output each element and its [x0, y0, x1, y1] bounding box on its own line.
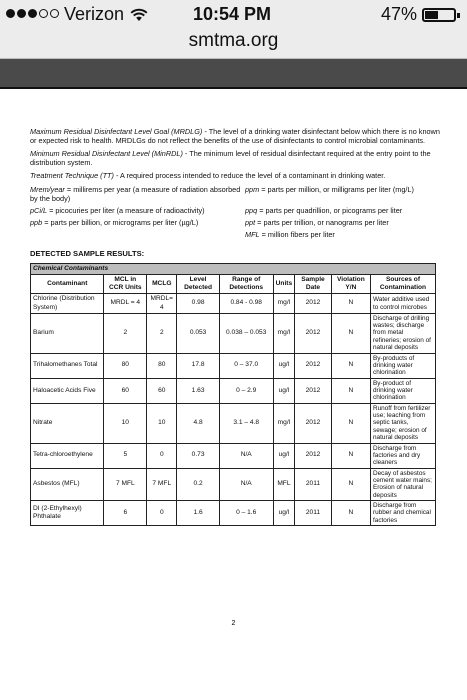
table-cell: 0.038 – 0.053	[219, 313, 273, 353]
table-row	[31, 403, 436, 443]
table-cell: 10	[104, 403, 147, 443]
table-cell: N	[331, 468, 370, 500]
unit-definition: ppt = parts per trillion, or nanograms per liter	[245, 217, 389, 227]
table-cell: 2011	[295, 468, 332, 500]
table-cell: 0.2	[177, 468, 219, 500]
table-cell: N/A	[219, 468, 273, 500]
signal-strength-icon	[6, 9, 61, 18]
table-cell: Chlorine (Distribution System)	[31, 294, 104, 313]
table-cell: 2012	[295, 378, 332, 403]
table-cell: ug/l	[273, 443, 294, 468]
table-cell: 0.73	[177, 443, 219, 468]
column-header: Range of Detections	[219, 274, 273, 293]
definition-tt: Treatment Technique (TT) - A required process intended to reduce the level of a contaminant in drinking water.	[30, 171, 386, 181]
table-cell: 5	[104, 443, 147, 468]
table-cell: Trihalomethanes Total	[31, 353, 104, 378]
table-group-heading: Chemical Contaminants	[31, 263, 436, 274]
table-cell: Decay of asbestos cement water mains; Erosion of natural deposits	[371, 468, 436, 500]
table-cell: 0	[147, 501, 177, 526]
table-cell: 17.8	[177, 353, 219, 378]
table-cell: 2012	[295, 403, 332, 443]
table-cell: N	[331, 443, 370, 468]
wifi-icon	[130, 8, 148, 22]
column-header: MCL in CCR Units	[104, 274, 147, 293]
table-cell: ug/l	[273, 353, 294, 378]
unit-definition: ppm = parts per million, or milligrams per liter (mg/L)	[245, 184, 414, 194]
table-cell: 2	[104, 313, 147, 353]
table-cell: 2012	[295, 443, 332, 468]
table-cell: 2	[147, 313, 177, 353]
table-cell: N	[331, 313, 370, 353]
table-cell: ug/l	[273, 378, 294, 403]
table-cell: 0 – 1.6	[219, 501, 273, 526]
table-row	[31, 443, 436, 468]
table-cell: Runoff from fertilizer use; leaching from septic tanks, sewage; erosion of natural deposits	[371, 403, 436, 443]
unit-definition	[30, 230, 245, 239]
table-cell: N	[331, 294, 370, 313]
table-cell: 7 MFL	[104, 468, 147, 500]
table-cell: MRDL = 4	[104, 294, 147, 313]
units-legend	[30, 185, 440, 240]
results-table	[30, 263, 436, 527]
table-cell: Asbestos (MFL)	[31, 468, 104, 500]
page-number: 2	[231, 620, 236, 627]
table-cell: 6	[104, 501, 147, 526]
table-row	[31, 468, 436, 500]
table-body	[31, 294, 436, 526]
table-cell: 2012	[295, 313, 332, 353]
table-cell: By-products of drinking water chlorination	[371, 353, 436, 378]
column-header: Sources of Contamination	[371, 274, 436, 293]
table-cell: ug/l	[273, 501, 294, 526]
table-row	[31, 378, 436, 403]
table-cell: 0	[147, 443, 177, 468]
unit-definition: MFL = million fibers per liter	[245, 229, 335, 239]
signal-dot	[28, 9, 37, 18]
table-cell: 0.053	[177, 313, 219, 353]
table-cell: 0 – 2.9	[219, 378, 273, 403]
table-cell: Nitrate	[31, 403, 104, 443]
battery-fill	[425, 11, 438, 19]
table-cell: N	[331, 403, 370, 443]
table-cell: mg/l	[273, 294, 294, 313]
battery-percentage: 47%	[381, 4, 418, 24]
table-row	[31, 294, 436, 313]
table-cell: 0.98	[177, 294, 219, 313]
column-header: Violation Y/N	[331, 274, 370, 293]
table-cell: DI (2-Ethylhexyl) Phthalate	[31, 501, 104, 526]
signal-dot	[39, 9, 48, 18]
table-cell: Discharge from rubber and chemical factories	[371, 501, 436, 526]
table-cell: 7 MFL	[147, 468, 177, 500]
definition-mrdlg: Maximum Residual Disinfectant Level Goal (MRDLG) - The level of a drinking water disinfectant below which there is no known or expected risk to health. MRDLGs do not reflect the benefits of the use of disinfectants to control microbial contaminants.	[30, 127, 440, 146]
table-cell: Water additive used to control microbes	[371, 294, 436, 313]
status-bar	[0, 0, 467, 28]
table-cell: Barium	[31, 313, 104, 353]
table-cell: 0 – 37.0	[219, 353, 273, 378]
page-top-rule	[0, 87, 467, 89]
section-title: DETECTED SAMPLE RESULTS:	[30, 249, 145, 259]
document-body	[30, 127, 440, 526]
document-page	[0, 87, 467, 700]
carrier-name: Verizon	[64, 4, 125, 24]
column-header: Sample Date	[295, 274, 332, 293]
table-cell: Haloacetic Acids Five	[31, 378, 104, 403]
unit-definition: ppq = parts per quadrillion, or picograms per liter	[245, 205, 403, 215]
unit-definition: ppb = parts per billion, or micrograms per liter (µg/L)	[30, 217, 199, 227]
table-cell: 3.1 – 4.8	[219, 403, 273, 443]
signal-dot	[17, 9, 26, 18]
table-cell: mg/l	[273, 313, 294, 353]
table-cell: 2012	[295, 294, 332, 313]
page-url[interactable]: smtma.org	[188, 30, 279, 51]
table-cell: Discharge of drilling wastes; discharge from metal refineries; erosion of natural deposits	[371, 313, 436, 353]
table-header-row	[31, 274, 436, 293]
table-cell: 0.84 - 0.98	[219, 294, 273, 313]
table-cell: By-product of drinking water chlorination	[371, 378, 436, 403]
signal-dot	[50, 9, 59, 18]
table-cell: MRDL= 4	[147, 294, 177, 313]
column-header: Level Detected	[177, 274, 219, 293]
table-cell: 2011	[295, 501, 332, 526]
table-row	[31, 501, 436, 526]
table-cell: Tetra-chloroethylene	[31, 443, 104, 468]
table-cell: 80	[147, 353, 177, 378]
table-row	[31, 313, 436, 353]
table-cell: Discharge from factories and dry cleaners	[371, 443, 436, 468]
table-cell: N	[331, 501, 370, 526]
table-cell: 1.6	[177, 501, 219, 526]
table-cell: 80	[104, 353, 147, 378]
unit-definition: pCi/L = picocuries per liter (a measure of radioactivity)	[30, 205, 205, 215]
table-cell: N	[331, 378, 370, 403]
definition-minrdl: Minimum Residual Disinfectant Level (MinRDL) - The minimum level of residual disinfectant required at the entry point to the distribution system.	[30, 149, 431, 168]
table-cell: mg/l	[273, 403, 294, 443]
signal-dot	[6, 9, 15, 18]
column-header: Contaminant	[31, 274, 104, 293]
table-row	[31, 353, 436, 378]
battery-icon	[422, 8, 456, 22]
table-cell: MFL	[273, 468, 294, 500]
page-background	[0, 59, 467, 87]
column-header: Units	[273, 274, 294, 293]
table-cell: 2012	[295, 353, 332, 378]
table-cell: 1.63	[177, 378, 219, 403]
table-cell: 4.8	[177, 403, 219, 443]
table-cell: 10	[147, 403, 177, 443]
address-bar[interactable]	[0, 28, 467, 59]
table-cell: N	[331, 353, 370, 378]
table-cell: N/A	[219, 443, 273, 468]
unit-definition: Mrem/year = millirems per year (a measure of radiation absorbed by the body)	[30, 184, 241, 203]
table-cell: 60	[147, 378, 177, 403]
clock: 10:54 PM	[193, 4, 272, 24]
table-cell: 60	[104, 378, 147, 403]
column-header: MCLG	[147, 274, 177, 293]
